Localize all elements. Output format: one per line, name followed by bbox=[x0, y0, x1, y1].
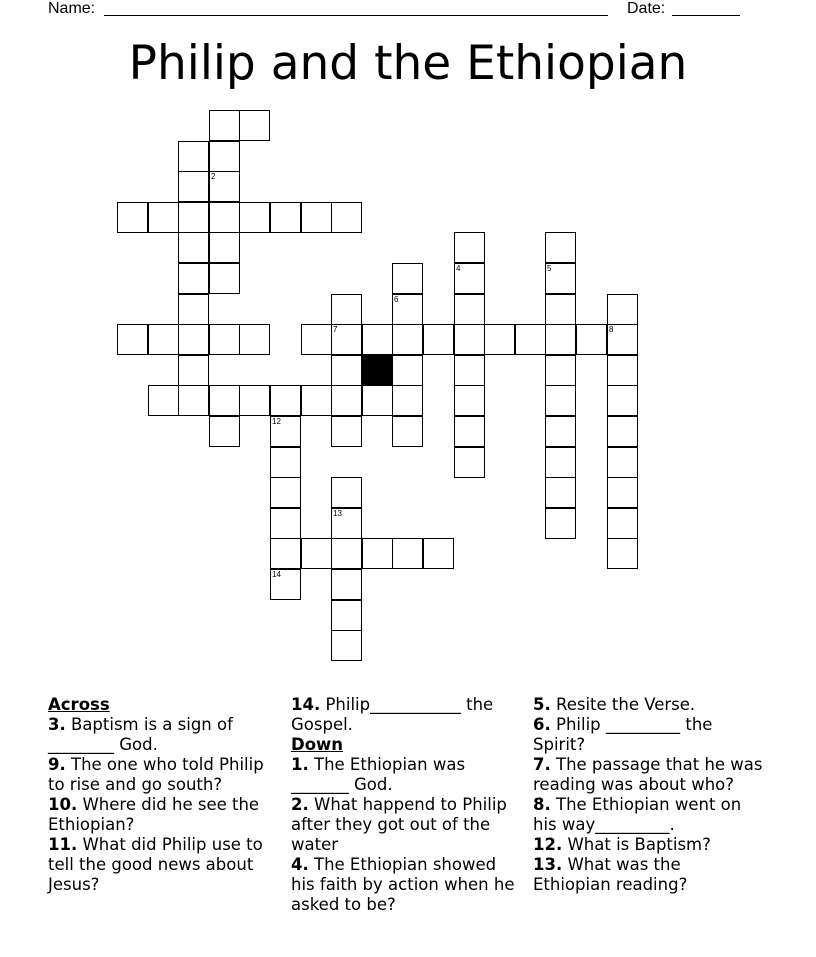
grid-cell[interactable] bbox=[392, 355, 423, 386]
grid-cell[interactable] bbox=[331, 600, 362, 631]
grid-cell[interactable] bbox=[301, 538, 332, 569]
grid-cell[interactable] bbox=[545, 477, 576, 508]
grid-cell[interactable] bbox=[454, 385, 485, 416]
grid-cell[interactable] bbox=[301, 324, 332, 355]
date-label: Date: bbox=[627, 0, 666, 17]
grid-cell[interactable] bbox=[270, 538, 301, 569]
grid-cell[interactable] bbox=[178, 385, 209, 416]
grid-cell[interactable] bbox=[331, 569, 362, 600]
grid-cell[interactable] bbox=[117, 324, 148, 355]
grid-cell[interactable] bbox=[209, 232, 240, 263]
grid-cell[interactable] bbox=[178, 202, 209, 233]
clue-number: 8 bbox=[609, 325, 614, 334]
grid-cell[interactable] bbox=[607, 294, 638, 325]
grid-cell[interactable] bbox=[607, 477, 638, 508]
grid-cell[interactable] bbox=[545, 355, 576, 386]
grid-cell[interactable] bbox=[545, 385, 576, 416]
grid-cell[interactable] bbox=[607, 416, 638, 447]
grid-cell[interactable] bbox=[209, 324, 240, 355]
clue-number: 4 bbox=[456, 264, 461, 273]
grid-cell[interactable] bbox=[239, 202, 270, 233]
grid-cell[interactable] bbox=[148, 324, 179, 355]
clue-down-13: 13. What was the Ethiopian reading? bbox=[533, 855, 688, 894]
grid-cell[interactable] bbox=[270, 477, 301, 508]
grid-cell[interactable] bbox=[454, 416, 485, 447]
grid-cell[interactable] bbox=[239, 324, 270, 355]
grid-cell[interactable] bbox=[454, 447, 485, 478]
grid-cell[interactable] bbox=[209, 385, 240, 416]
name-label: Name: bbox=[48, 0, 96, 17]
grid-cell[interactable] bbox=[607, 385, 638, 416]
clue-number: 12 bbox=[272, 417, 281, 426]
down-heading: Down bbox=[291, 735, 344, 754]
grid-cell[interactable] bbox=[331, 477, 362, 508]
grid-cell[interactable] bbox=[331, 538, 362, 569]
grid-cell[interactable] bbox=[209, 110, 240, 141]
grid-cell[interactable] bbox=[362, 538, 393, 569]
grid-cell[interactable] bbox=[607, 538, 638, 569]
clue-number: 2 bbox=[211, 172, 216, 181]
grid-cell[interactable] bbox=[209, 141, 240, 172]
grid-cell[interactable] bbox=[270, 385, 301, 416]
clue-across-9: 9. The one who told Philip to rise and go south? bbox=[48, 755, 264, 794]
grid-cell[interactable] bbox=[178, 232, 209, 263]
grid-cell[interactable] bbox=[331, 202, 362, 233]
grid-cell[interactable] bbox=[392, 294, 423, 325]
clue-down-2: 2. What happend to Philip after they got out of the water bbox=[291, 795, 507, 854]
clues-column-2 bbox=[291, 695, 515, 915]
page-title: Philip and the Ethiopian bbox=[128, 36, 688, 91]
grid-cell[interactable] bbox=[454, 355, 485, 386]
grid-cell[interactable] bbox=[423, 538, 454, 569]
grid-cell[interactable] bbox=[545, 416, 576, 447]
clue-down-6: 6. Philip _________ the Spirit? bbox=[533, 715, 713, 754]
grid-cell[interactable] bbox=[239, 385, 270, 416]
grid-cell[interactable] bbox=[331, 630, 362, 661]
grid-cell[interactable] bbox=[331, 355, 362, 386]
grid-cell[interactable] bbox=[454, 232, 485, 263]
clue-across-14: 14. Philip___________ the Gospel. bbox=[291, 695, 494, 734]
grid-cell[interactable] bbox=[270, 202, 301, 233]
grid-cell[interactable] bbox=[423, 324, 454, 355]
grid-cell[interactable] bbox=[331, 324, 362, 355]
grid-cell[interactable] bbox=[148, 202, 179, 233]
grid-cell[interactable] bbox=[178, 171, 209, 202]
grid-cell[interactable] bbox=[545, 294, 576, 325]
grid-cell[interactable] bbox=[270, 508, 301, 539]
clue-across-11: 11. What did Philip use to tell the good news about Jesus? bbox=[48, 835, 263, 894]
clue-down-1: 1. The Ethiopian was _______ God. bbox=[291, 755, 466, 794]
clue-number: 13 bbox=[333, 509, 342, 518]
grid-cell[interactable] bbox=[270, 416, 301, 447]
clue-down-4: 4. The Ethiopian showed his faith by action when he asked to be? bbox=[291, 855, 515, 914]
grid-cell[interactable] bbox=[148, 385, 179, 416]
clue-number: 7 bbox=[333, 325, 338, 334]
grid-cell[interactable] bbox=[607, 508, 638, 539]
grid-cell[interactable] bbox=[209, 171, 240, 202]
clue-across-10: 10. Where did he see the Ethiopian? bbox=[48, 795, 260, 834]
grid-cell[interactable] bbox=[515, 324, 546, 355]
clues-column-3 bbox=[533, 695, 763, 895]
grid-cell[interactable] bbox=[545, 508, 576, 539]
grid-cell[interactable] bbox=[209, 202, 240, 233]
grid-cell[interactable] bbox=[607, 355, 638, 386]
clue-down-5: 5. Resite the Verse. bbox=[533, 695, 696, 714]
grid-cell[interactable] bbox=[331, 385, 362, 416]
grid-cell[interactable] bbox=[607, 324, 638, 355]
grid-cell[interactable] bbox=[178, 141, 209, 172]
grid-cell[interactable] bbox=[392, 324, 423, 355]
grid-cell[interactable] bbox=[392, 538, 423, 569]
clue-down-7: 7. The passage that he was reading was about who? bbox=[533, 755, 763, 794]
grid-cell[interactable] bbox=[331, 294, 362, 325]
grid-cell[interactable] bbox=[392, 385, 423, 416]
grid-cell[interactable] bbox=[117, 202, 148, 233]
clue-number: 5 bbox=[547, 264, 552, 273]
grid-cell[interactable] bbox=[270, 569, 301, 600]
grid-cell[interactable] bbox=[392, 416, 423, 447]
grid-cell[interactable] bbox=[545, 447, 576, 478]
grid-cell[interactable] bbox=[178, 294, 209, 325]
clues-column-1 bbox=[48, 695, 270, 895]
grid-cell[interactable] bbox=[331, 508, 362, 539]
grid-cell[interactable] bbox=[545, 232, 576, 263]
grid-cell[interactable] bbox=[178, 324, 209, 355]
grid-cell[interactable] bbox=[239, 110, 270, 141]
grid-cell[interactable] bbox=[454, 294, 485, 325]
black-cell bbox=[362, 355, 393, 386]
grid-cell[interactable] bbox=[178, 355, 209, 386]
grid-cell[interactable] bbox=[362, 324, 393, 355]
clue-down-8: 8. The Ethiopian went on his way_________. bbox=[533, 795, 742, 834]
grid-cell[interactable] bbox=[331, 416, 362, 447]
grid-cell[interactable] bbox=[209, 263, 240, 294]
grid-cell[interactable] bbox=[576, 324, 607, 355]
grid-cell[interactable] bbox=[301, 385, 332, 416]
clue-number: 14 bbox=[272, 570, 281, 579]
grid-cell[interactable] bbox=[178, 263, 209, 294]
grid-cell[interactable] bbox=[209, 416, 240, 447]
grid-cell[interactable] bbox=[454, 324, 485, 355]
grid-cell[interactable] bbox=[270, 447, 301, 478]
grid-cell[interactable] bbox=[392, 263, 423, 294]
across-heading: Across bbox=[48, 695, 110, 714]
grid-cell[interactable] bbox=[301, 202, 332, 233]
grid-cell[interactable] bbox=[484, 324, 515, 355]
clue-down-12: 12. What is Baptism? bbox=[533, 835, 711, 854]
grid-cell[interactable] bbox=[454, 263, 485, 294]
grid-cell[interactable] bbox=[607, 447, 638, 478]
grid-cell[interactable] bbox=[545, 263, 576, 294]
clue-number: 6 bbox=[394, 295, 399, 304]
grid-cell[interactable] bbox=[362, 385, 393, 416]
clue-across-3: 3. Baptism is a sign of ________ God. bbox=[48, 715, 233, 754]
grid-cell[interactable] bbox=[545, 324, 576, 355]
